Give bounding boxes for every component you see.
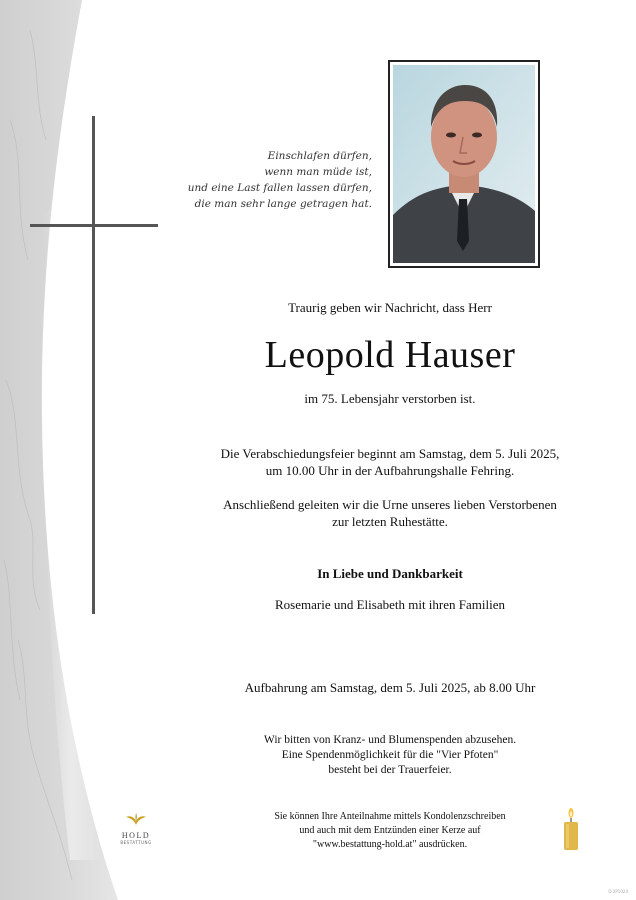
ceremony-line: um 10.00 Uhr in der Aufbahrungshalle Fehring. — [265, 463, 515, 478]
quote-line: die man sehr lange getragen hat. — [194, 198, 372, 210]
donation-info — [180, 733, 600, 778]
cross-vertical-bar — [92, 116, 95, 614]
funeral-home-logo — [116, 812, 156, 845]
deceased-name: Leopold Hauser — [264, 334, 516, 376]
portrait-photo — [388, 60, 540, 268]
donation-line: Wir bitten von Kranz- und Blumenspenden abzusehen. — [263, 734, 517, 746]
condolence-line: "www.bestattung-hold.at" ausdrücken. — [312, 839, 468, 850]
urn-line: zur letzten Ruhestätte. — [332, 514, 448, 529]
logo-name: HOLD — [121, 831, 151, 840]
urn-line: Anschließend geleiten wir die Urne unseres lieben Verstorbenen — [223, 497, 557, 512]
portrait-illustration — [393, 65, 535, 263]
viewing-info: Aufbahrung am Samstag, dem 5. Juli 2025, ab 8.00 Uhr — [244, 680, 536, 695]
mourners-names: Rosemarie und Elisabeth mit ihren Familien — [275, 597, 505, 612]
announcement-intro: Traurig geben wir Nachricht, dass Herr — [288, 300, 492, 315]
quote-line: wenn man müde ist, — [264, 166, 372, 178]
quote-line: Einschlafen dürfen, — [267, 150, 372, 162]
condolence-line: und auch mit dem Entzünden einer Kerze auf — [299, 825, 481, 836]
ceremony-info — [180, 445, 600, 479]
cross-horizontal-bar — [30, 224, 158, 227]
urn-info — [180, 496, 600, 530]
donation-line: besteht bei der Trauerfeier. — [328, 764, 452, 776]
condolence-info — [180, 810, 600, 852]
document-code: D-2P1024 — [608, 889, 628, 894]
candle-icon — [560, 806, 582, 852]
poem-quote — [160, 148, 372, 212]
ceremony-line: Die Verabschiedungsfeier beginnt am Samstag, dem 5. Juli 2025, — [220, 446, 560, 461]
age-line: im 75. Lebensjahr verstorben ist. — [304, 391, 476, 406]
mourners-heading: In Liebe und Dankbarkeit — [317, 566, 463, 581]
donation-line: Eine Spendenmöglichkeit für die "Vier Pfoten" — [281, 749, 499, 761]
condolence-line: Sie können Ihre Anteilnahme mittels Kondolenzschreiben — [274, 811, 506, 822]
logo-subtitle: BESTATTUNG — [120, 840, 152, 845]
leaf-crest-icon — [124, 812, 148, 826]
quote-line: und eine Last fallen lassen dürfen, — [187, 182, 372, 194]
